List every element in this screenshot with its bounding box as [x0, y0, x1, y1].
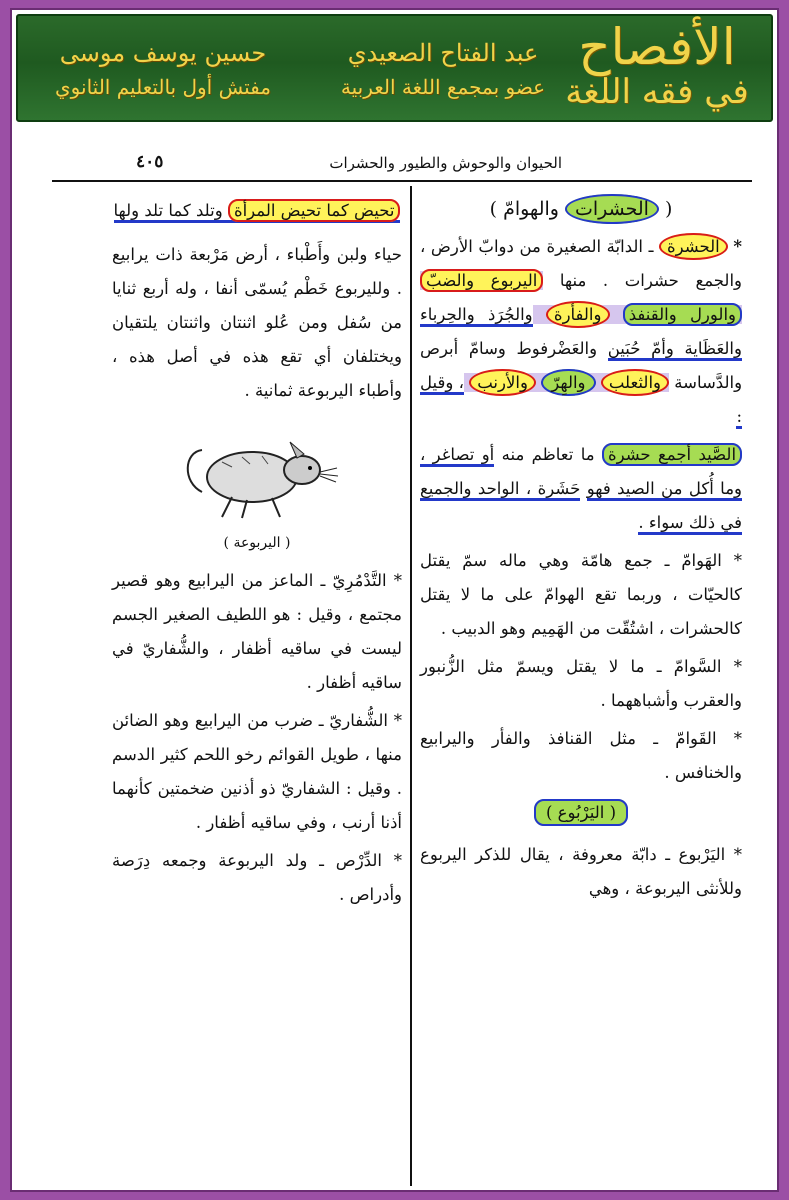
qila-text: ، وقيل :: [420, 373, 742, 429]
hl-yarbu-dabb: اليربوع والضبّ: [420, 269, 543, 292]
animals-line2: والعَضْرفوط وسامّ أبرص والدَّساسة: [420, 339, 743, 392]
entry-hawamm: * الهَوامّ ـ جمع هامّة وهي ماله سمّ يقتل كالحيّات ، وربما تقع الهوامّ على ما لا يقتل كالحشرات ، اشتُقّت من الهَمِيم وهو الدبيب .: [420, 551, 742, 638]
book-title: [557, 18, 757, 118]
left-top-rest: وتلد كما تلد ولها: [113, 201, 223, 220]
running-head: [52, 150, 752, 182]
page-number: ٤٠٥: [136, 152, 164, 172]
entry-sawamm: * السَّوامّ ـ ما لا يقتل ويسمّ مثل الزُّنبور والعقرب وأشباههما .: [420, 657, 742, 710]
left-paragraph-2: * التَّدْمُرِيّ ـ الماعز من اليرابيع وهو قصير مجتمع ، وقيل : هو اللطيف الصغير الجسم ليست في ساقيه أظفار ، والشُّفاريّ في ساقيه أظفار .: [112, 571, 402, 692]
section-heading-yarbu: [420, 796, 742, 830]
hl-tahid: تحيض كما تحيض المرأة: [228, 199, 401, 222]
column-divider: [410, 186, 412, 1186]
entry-qawamm: * القَوامّ ـ مثل القنافذ والفأر واليرابيع والخنافس .: [420, 729, 742, 782]
book-title-line2: في فقه اللغة: [565, 72, 749, 112]
entry-hashara: [420, 230, 742, 434]
jerboa-illustration: [172, 422, 342, 522]
left-top-underline: [114, 201, 401, 223]
hl-waral-qunfudh: والورل والقنفذ: [623, 303, 742, 326]
hl-thalab: والثعلب: [601, 369, 669, 396]
paren-close: ): [489, 198, 498, 220]
hl-yarbu-heading: ( اليَرْبُوع ): [534, 799, 628, 826]
hl-hirr: والهِرّ: [541, 369, 595, 396]
hl-hashara: الحشرة: [659, 233, 728, 260]
animal-band-2: [464, 373, 669, 392]
asterisk-icon: *: [733, 237, 743, 256]
hl-sayd: الصَّيد أجمع حشرة: [602, 443, 742, 466]
author1-block: [318, 36, 568, 104]
left-column: [112, 192, 402, 916]
sayd-text: ما تعاظم منه: [501, 445, 595, 464]
left-top-line: [112, 194, 402, 228]
right-column: [420, 192, 742, 910]
paren-open: (: [664, 198, 673, 220]
left-paragraph-1: حياء ولبن وأَطْباء ، أرض مَرْبعة ذات يرابيع . ولليربوع خَطْم يُسمّى أنفا ، وله أربع ثنايا من سُفل ومن عُلو اثنتان واثنتان يلتقيان ويختلفان أي تقع هذه في أصل هذه ، وأطباء اليربوعة ثمانية .: [112, 245, 402, 400]
page-frame: [10, 8, 779, 1192]
author2-name: حسين يوسف موسى: [59, 39, 267, 67]
underlined-animals-line: والجُرَذ والحِرباء والعَظَاية وأمّ حُبَين: [420, 305, 742, 361]
author2-role: مفتش أول بالتعليم الثانوي: [55, 75, 271, 99]
figure-caption: ( اليربوعة ): [223, 535, 291, 551]
section-heading-insects: [420, 192, 742, 226]
author2-block: [28, 36, 298, 104]
running-head-title: الحيوان والوحوش والطيور والحشرات: [329, 154, 562, 172]
sayd-underline-2: حَشَرة ، الواحد والجميع في ذلك سواء .: [420, 479, 742, 535]
left-paragraph-3: * الشُّفاريّ ـ ضرب من اليرابيع وهو الضائن منها ، طويل القوائم رخو اللحم كثير الدسم . وقيل : الشفاريّ ذو أذنين ضخمتين كأنهما أذنا أرنب ، وفي ساقيه أظفار .: [112, 711, 402, 832]
left-paragraph-4: * الدِّرْص ـ ولد اليربوعة وجمعه دِرَصة وأدراص .: [112, 851, 402, 904]
entry-yarbu: * اليَرْبوع ـ دابّة معروفة ، يقال للذكر اليربوع وللأنثى اليربوعة ، وهي: [420, 845, 742, 898]
heading-wa-hawamm: والهوامّ: [503, 198, 559, 220]
hl-arnab: والأرنب: [469, 369, 536, 396]
author1-name: عبد الفتاح الصعيدي: [347, 39, 539, 67]
book-title-line1: الأفصاح: [578, 18, 736, 76]
entry-sayd: [420, 438, 742, 540]
hashara-definition: ـ الدابّة الصغيرة من دوابّ الأرض ، والجمع حشرات . منها: [420, 237, 743, 290]
hl-hasharat: الحشرات: [565, 194, 659, 224]
book-cover-banner: [16, 14, 773, 122]
hl-fara: والفأرة: [546, 301, 610, 328]
author1-role: عضو بمجمع اللغة العربية: [340, 75, 546, 99]
sayd-underline-1: أو تصاغر ، وما أُكل من الصيد فهو: [420, 445, 742, 501]
